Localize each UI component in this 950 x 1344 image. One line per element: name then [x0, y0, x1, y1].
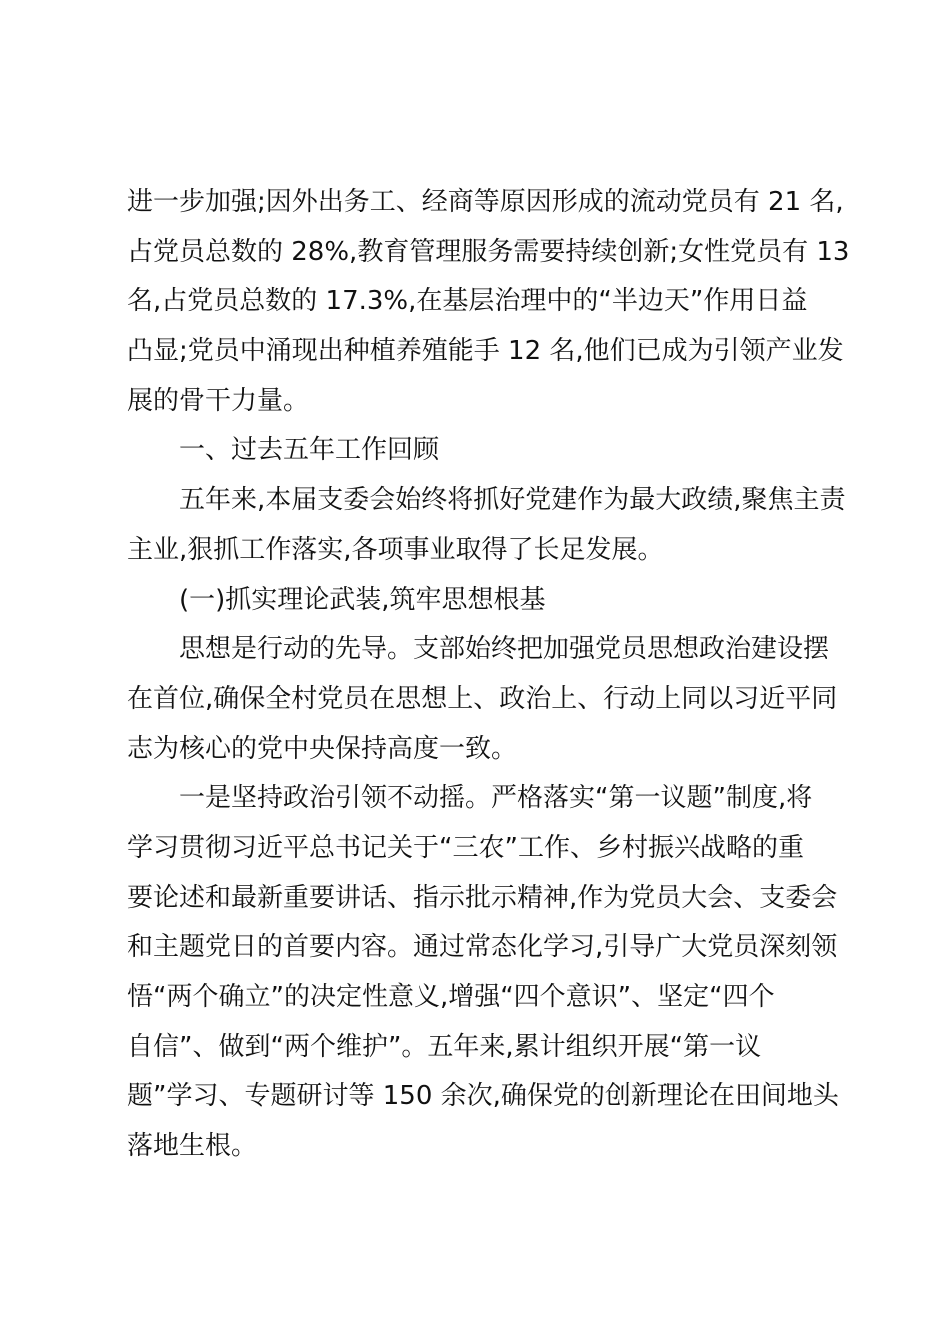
- paragraph-line: 展的骨干力量。: [127, 385, 310, 416]
- paragraph-line: 要论述和最新重要讲话、指示批示精神,作为党员大会、支委会: [127, 882, 838, 913]
- paragraph-line: 志为核心的党中央保持高度一致。: [127, 733, 518, 764]
- paragraph-line: 题”学习、专题研讨等 150 余次,确保党的创新理论在田间地头: [127, 1081, 839, 1112]
- paragraph-line: 学习贯彻习近平总书记关于“三农”工作、乡村振兴战略的重: [127, 832, 804, 863]
- paragraph-line: 进一步加强;因外出务工、经商等原因形成的流动党员有 21 名,: [127, 187, 844, 217]
- paragraph-line: 在首位,确保全村党员在思想上、政治上、行动上同以习近平同: [127, 683, 838, 714]
- section-heading: 一、过去五年工作回顾: [179, 435, 440, 466]
- paragraph-line: 思想是行动的先导。支部始终把加强党员思想政治建设摆: [179, 634, 830, 665]
- document-body: [127, 178, 850, 1172]
- paragraph-line: 主业,狠抓工作落实,各项事业取得了长足发展。: [127, 534, 664, 565]
- subsection-heading: (一)抓实理论武装,筑牢思想根基: [179, 584, 546, 615]
- paragraph-line: 凸显;党员中涌现出种植养殖能手 12 名,他们已成为引领产业发: [127, 336, 844, 367]
- paragraph-line: 占党员总数的 28%,教育管理服务需要持续创新;女性党员有 13: [127, 236, 850, 267]
- paragraph-line: 五年来,本届支委会始终将抓好党建作为最大政绩,聚焦主责: [179, 485, 846, 516]
- paragraph-line: 名,占党员总数的 17.3%,在基层治理中的“半边天”作用日益: [127, 286, 808, 317]
- paragraph-line: 自信”、做到“两个维护”。五年来,累计组织开展“第一议: [127, 1031, 762, 1062]
- paragraph-line: 悟“两个确立”的决定性意义,增强“四个意识”、坚定“四个: [127, 982, 775, 1012]
- paragraph-line: 一是坚持政治引领不动摇。严格落实“第一议题”制度,将: [179, 783, 813, 814]
- paragraph-line: 落地生根。: [127, 1131, 258, 1162]
- paragraph-line: 和主题党日的首要内容。通过常态化学习,引导广大党员深刻领: [127, 932, 838, 963]
